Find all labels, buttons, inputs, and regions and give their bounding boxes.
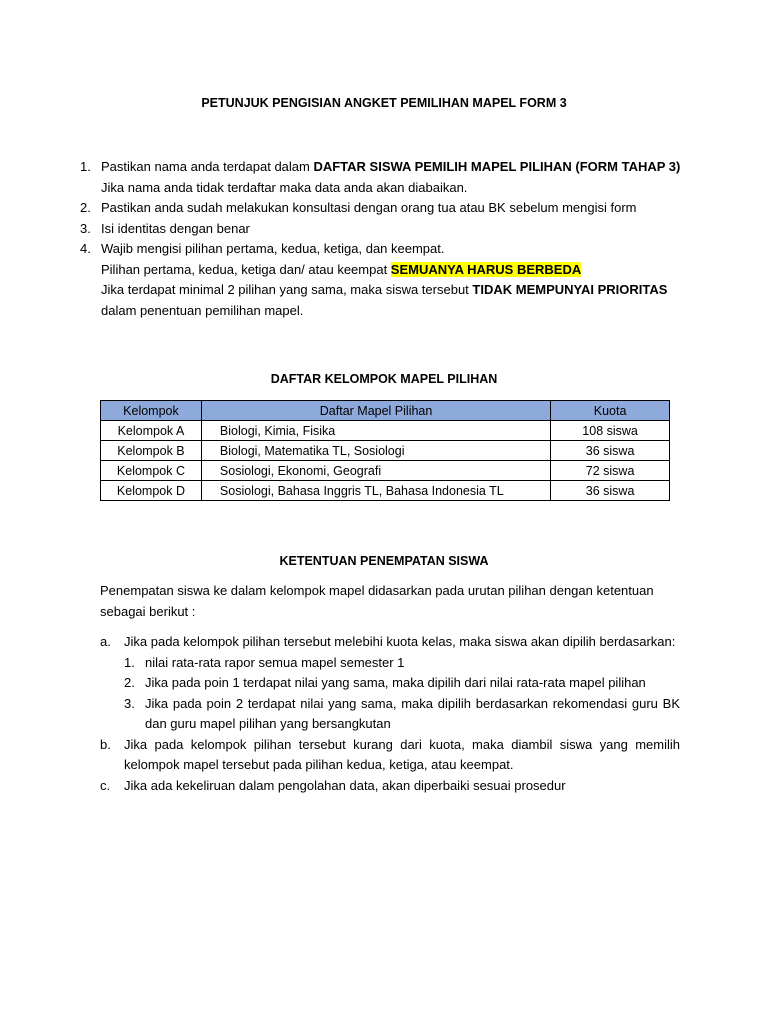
- instruction-text: Isi identitas dengan benar: [101, 220, 250, 236]
- cell-kuota: 36 siswa: [551, 481, 670, 501]
- table-row: [101, 461, 670, 481]
- instruction-item-4: [80, 239, 690, 321]
- cell-kuota: 108 siswa: [551, 421, 670, 441]
- table-row: [101, 441, 670, 461]
- rule-text: Jika ada kekeliruan dalam pengolahan data, akan diperbaiki sesuai prosedur: [124, 777, 566, 793]
- table-row: [101, 421, 670, 441]
- instruction-bold: TIDAK MEMPUNYAI PRIORITAS: [472, 282, 668, 297]
- instruction-bold: DAFTAR SISWA PEMILIH MAPEL PILIHAN (FORM TAHAP 3): [313, 159, 681, 174]
- sub-item: [124, 694, 680, 735]
- list-label: a.: [100, 634, 111, 649]
- instruction-text: dalam penentuan pemilihan mapel.: [101, 302, 304, 318]
- list-number: 2.: [124, 675, 135, 690]
- instruction-item-1: [80, 157, 690, 198]
- page-title: PETUNJUK PENGISIAN ANGKET PEMILIHAN MAPEL FORM 3: [201, 96, 567, 110]
- header-kuota: Kuota: [551, 401, 670, 421]
- instruction-list: [80, 157, 690, 321]
- instruction-text: Pilihan pertama, kedua, ketiga dan/ atau keempat: [101, 261, 391, 277]
- rule-text: Jika pada kelompok pilihan tersebut melebihi kuota kelas, maka siswa akan dipilih berdasarkan:: [124, 634, 676, 649]
- cell-kuota: 36 siswa: [551, 441, 670, 461]
- instruction-text: Jika nama anda tidak terdaftar maka data anda akan diabaikan.: [101, 179, 468, 195]
- rule-item-a: [100, 632, 680, 735]
- cell-kelompok: Kelompok A: [101, 421, 202, 441]
- cell-mapel: Biologi, Matematika TL, Sosiologi: [201, 441, 550, 461]
- rules-intro: Penempatan siswa ke dalam kelompok mapel didasarkan pada urutan pilihan dengan ketentuan sebagai berikut :: [100, 583, 654, 619]
- cell-mapel: Sosiologi, Ekonomi, Geografi: [201, 461, 550, 481]
- list-number: 1.: [124, 654, 135, 670]
- table-title: DAFTAR KELOMPOK MAPEL PILIHAN: [270, 372, 498, 386]
- cell-kelompok: Kelompok D: [101, 481, 202, 501]
- cell-mapel: Sosiologi, Bahasa Inggris TL, Bahasa Indonesia TL: [201, 481, 550, 501]
- sub-item-text: Jika pada poin 2 terdapat nilai yang sama, maka dipilih berdasarkan rekomendasi guru BK dan guru mapel pilihan yang bersangkutan: [145, 695, 680, 731]
- rule-item-b: [100, 735, 680, 776]
- sub-item-text: Jika pada poin 1 terdapat nilai yang sama, maka dipilih dari nilai rata-rata mapel pilihan: [145, 675, 646, 690]
- instruction-item-3: [80, 219, 690, 240]
- list-number: 3.: [124, 695, 135, 711]
- instruction-text: Pastikan anda sudah melakukan konsultasi dengan orang tua atau BK sebelum mengisi form: [101, 200, 637, 215]
- header-kelompok: Kelompok: [101, 401, 202, 421]
- instruction-text: Jika terdapat minimal 2 pilihan yang sama, maka siswa tersebut: [101, 282, 473, 297]
- cell-kelompok: Kelompok C: [101, 461, 202, 481]
- sub-list: [124, 653, 680, 735]
- highlighted-text: SEMUANYA HARUS BERBEDA: [390, 261, 582, 277]
- kelompok-table: [100, 400, 670, 501]
- rule-text: Jika pada kelompok pilihan tersebut kurang dari kuota, maka diambil siswa yang memilih kelompok mapel tersebut pada pilihan kedua, ketiga, atau keempat.: [124, 736, 680, 772]
- rules-list: [100, 632, 680, 796]
- list-number: 3.: [80, 220, 91, 236]
- sub-item: [124, 673, 680, 694]
- cell-mapel: Biologi, Kimia, Fisika: [201, 421, 550, 441]
- list-number: 4.: [80, 241, 91, 256]
- list-number: 1.: [80, 159, 91, 174]
- rules-title: KETENTUAN PENEMPATAN SISWA: [279, 554, 489, 568]
- sub-item-text: nilai rata-rata rapor semua mapel semester 1: [145, 654, 405, 670]
- header-mapel: Daftar Mapel Pilihan: [201, 401, 550, 421]
- instruction-text: Pastikan nama anda terdapat dalam: [101, 159, 314, 174]
- list-label: c.: [100, 777, 111, 793]
- cell-kuota: 72 siswa: [551, 461, 670, 481]
- rule-item-c: [100, 776, 680, 797]
- table-row: [101, 481, 670, 501]
- table-header-row: [101, 401, 670, 421]
- cell-kelompok: Kelompok B: [101, 441, 202, 461]
- instruction-text: Wajib mengisi pilihan pertama, kedua, ketiga, dan keempat.: [101, 241, 445, 256]
- instruction-item-2: [80, 198, 690, 219]
- list-label: b.: [100, 736, 111, 752]
- sub-item: [124, 653, 680, 674]
- list-number: 2.: [80, 200, 91, 215]
